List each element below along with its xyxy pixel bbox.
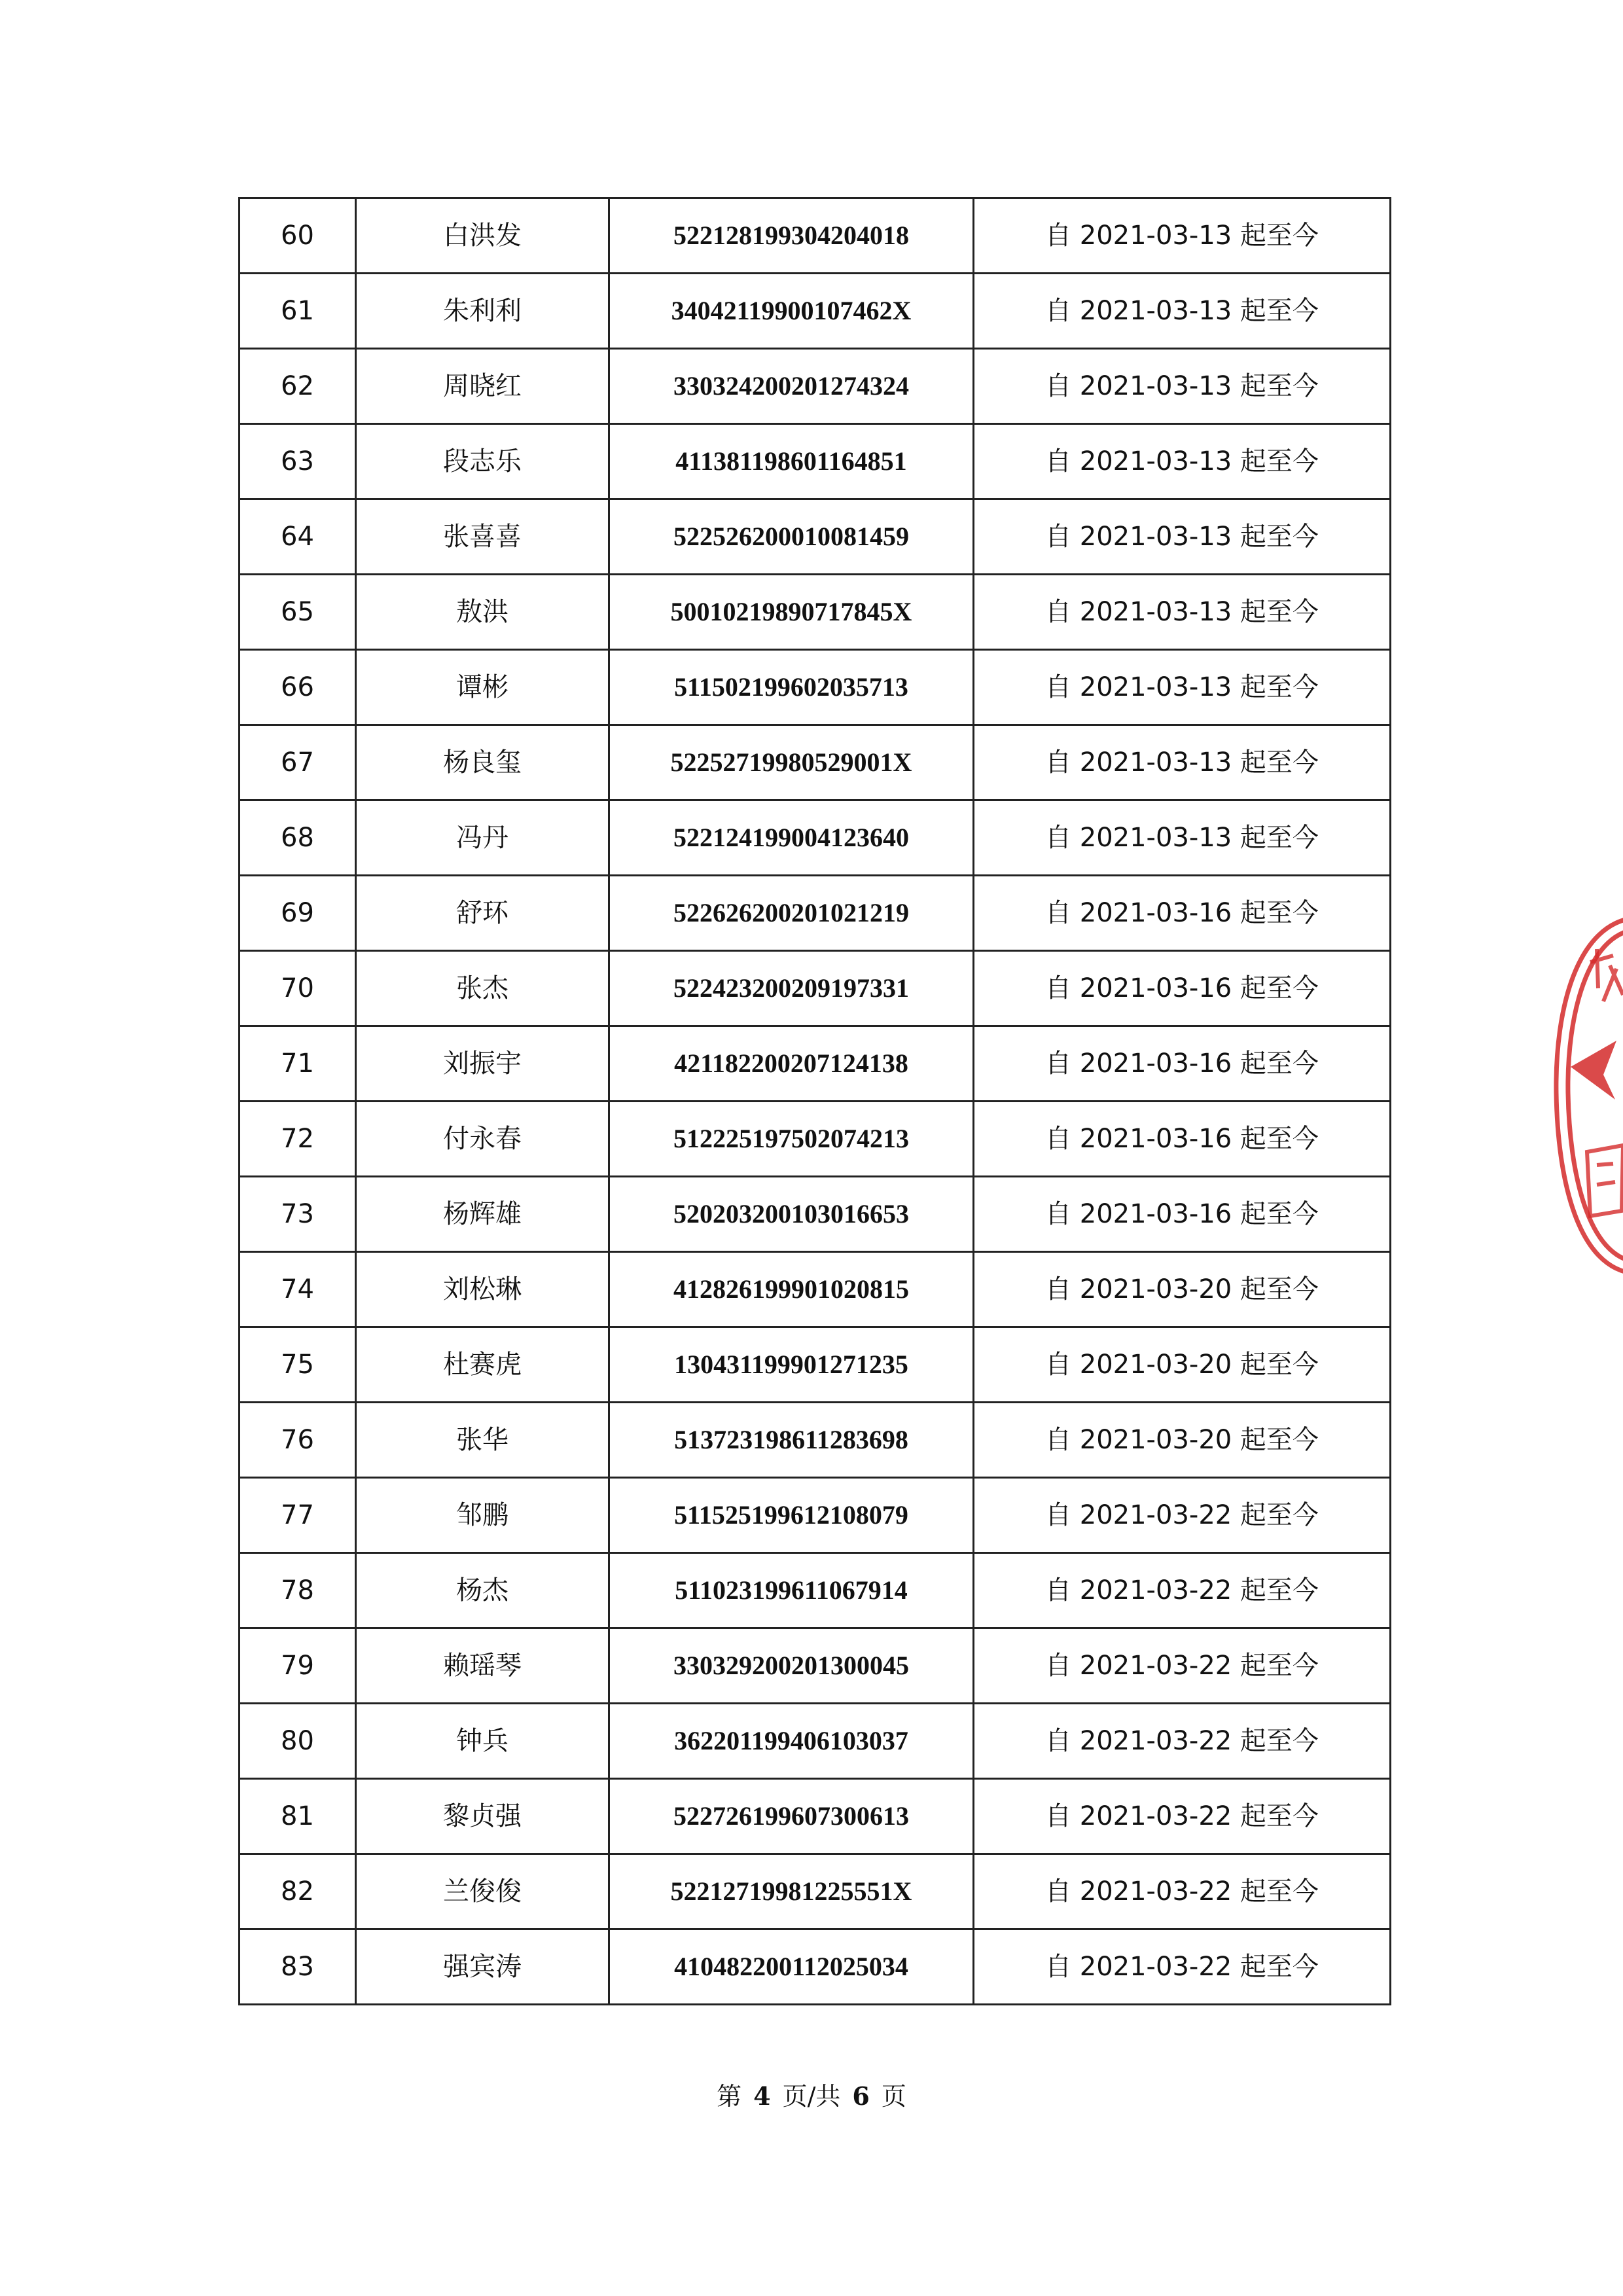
table-row xyxy=(240,876,1391,951)
id-number xyxy=(609,1026,974,1102)
id-number-text: 411381198601164851 xyxy=(675,446,907,476)
row-number xyxy=(240,1327,356,1403)
person-name xyxy=(356,575,609,650)
person-name-text: 刘振宇 xyxy=(443,1049,522,1079)
person-name xyxy=(356,499,609,575)
person-name xyxy=(356,1403,609,1478)
row-number-text: 82 xyxy=(281,1876,314,1907)
id-number-text: 522526200010081459 xyxy=(673,522,909,551)
id-number xyxy=(609,650,974,725)
table-row xyxy=(240,1102,1391,1177)
person-name-text: 舒环 xyxy=(456,898,508,928)
person-name-text: 张杰 xyxy=(456,973,508,1003)
table-row xyxy=(240,575,1391,650)
id-number xyxy=(609,1478,974,1553)
table-row xyxy=(240,1026,1391,1102)
person-name-text: 杨杰 xyxy=(456,1575,508,1605)
table-row xyxy=(240,1327,1391,1403)
person-name xyxy=(356,1854,609,1929)
id-number xyxy=(609,1327,974,1403)
official-seal-stamp xyxy=(1551,903,1623,1283)
id-number xyxy=(609,198,974,274)
id-number-text: 511023199611067914 xyxy=(675,1575,908,1605)
person-name xyxy=(356,1102,609,1177)
row-number-text: 60 xyxy=(281,221,314,251)
id-number xyxy=(609,1177,974,1252)
table-row xyxy=(240,1628,1391,1704)
employment-period-text: 自 2021-03-16 起至今 xyxy=(1045,1199,1319,1229)
id-number xyxy=(609,951,974,1026)
id-number xyxy=(609,1929,974,2005)
row-number xyxy=(240,1252,356,1327)
id-number xyxy=(609,575,974,650)
row-number-text: 77 xyxy=(281,1500,314,1530)
person-name xyxy=(356,349,609,424)
page-footer xyxy=(0,2076,1623,2112)
employment-period-text: 自 2021-03-20 起至今 xyxy=(1045,1425,1319,1455)
employment-period-text: 自 2021-03-22 起至今 xyxy=(1045,1726,1319,1756)
employment-period xyxy=(974,424,1391,499)
row-number xyxy=(240,1628,356,1704)
id-number-text: 513723198611283698 xyxy=(674,1425,908,1454)
employment-period xyxy=(974,650,1391,725)
person-name-text: 杨良玺 xyxy=(443,747,522,778)
person-name-text: 白洪发 xyxy=(443,221,522,251)
row-number xyxy=(240,575,356,650)
employment-period-text: 自 2021-03-16 起至今 xyxy=(1045,898,1319,928)
row-number xyxy=(240,800,356,876)
table-row xyxy=(240,424,1391,499)
person-name-text: 张华 xyxy=(456,1425,508,1455)
row-number xyxy=(240,1779,356,1854)
person-name-text: 段志乐 xyxy=(443,446,522,476)
employment-period-text: 自 2021-03-13 起至今 xyxy=(1045,522,1319,552)
employment-period xyxy=(974,499,1391,575)
id-number-text: 412826199901020815 xyxy=(673,1274,909,1304)
person-name xyxy=(356,1026,609,1102)
employment-period-text: 自 2021-03-16 起至今 xyxy=(1045,1049,1319,1079)
id-number-text: 330329200201300045 xyxy=(673,1651,909,1680)
row-number xyxy=(240,1102,356,1177)
id-number-text: 34042119900107462X xyxy=(671,296,912,325)
roster-body xyxy=(240,198,1391,2005)
employment-period-text: 自 2021-03-20 起至今 xyxy=(1045,1274,1319,1304)
id-number xyxy=(609,1403,974,1478)
employment-period-text: 自 2021-03-13 起至今 xyxy=(1045,823,1319,853)
row-number-text: 70 xyxy=(281,973,314,1003)
table-row xyxy=(240,1252,1391,1327)
person-name-text: 朱利利 xyxy=(443,296,522,326)
employment-period xyxy=(974,951,1391,1026)
row-number xyxy=(240,499,356,575)
person-name-text: 敖洪 xyxy=(456,597,508,627)
row-number xyxy=(240,1478,356,1553)
person-name-text: 钟兵 xyxy=(456,1726,508,1756)
employment-period xyxy=(974,1177,1391,1252)
employment-period xyxy=(974,1252,1391,1327)
person-name-text: 冯丹 xyxy=(456,823,508,853)
employment-period-text: 自 2021-03-13 起至今 xyxy=(1045,371,1319,401)
id-number xyxy=(609,1553,974,1628)
employment-period xyxy=(974,1026,1391,1102)
id-number-text: 522128199304204018 xyxy=(673,221,909,250)
employment-period xyxy=(974,1478,1391,1553)
table-row xyxy=(240,725,1391,800)
person-name-text: 付永春 xyxy=(443,1124,522,1154)
id-number xyxy=(609,876,974,951)
table-row xyxy=(240,951,1391,1026)
row-number-text: 80 xyxy=(281,1726,314,1756)
id-number-text: 512225197502074213 xyxy=(673,1124,909,1153)
employment-period xyxy=(974,1553,1391,1628)
person-name xyxy=(356,650,609,725)
employment-period-text: 自 2021-03-13 起至今 xyxy=(1045,672,1319,702)
person-name xyxy=(356,876,609,951)
row-number-text: 62 xyxy=(281,371,314,401)
row-number xyxy=(240,274,356,349)
employment-period-text: 自 2021-03-22 起至今 xyxy=(1045,1651,1319,1681)
row-number-text: 71 xyxy=(281,1049,314,1079)
roster-table xyxy=(238,197,1391,2005)
id-number-text: 522124199004123640 xyxy=(673,823,909,852)
employment-period-text: 自 2021-03-13 起至今 xyxy=(1045,446,1319,476)
id-number-text: 330324200201274324 xyxy=(673,371,909,401)
id-number xyxy=(609,1628,974,1704)
employment-period xyxy=(974,349,1391,424)
id-number-text: 520203200103016653 xyxy=(673,1199,909,1229)
person-name xyxy=(356,1327,609,1403)
employment-period-text: 自 2021-03-13 起至今 xyxy=(1045,296,1319,326)
row-number xyxy=(240,951,356,1026)
row-number-text: 65 xyxy=(281,597,314,627)
person-name xyxy=(356,1628,609,1704)
employment-period xyxy=(974,876,1391,951)
employment-period xyxy=(974,1403,1391,1478)
row-number-text: 74 xyxy=(281,1274,314,1304)
row-number-text: 81 xyxy=(281,1801,314,1831)
row-number xyxy=(240,198,356,274)
table-row xyxy=(240,800,1391,876)
row-number-text: 83 xyxy=(281,1952,314,1982)
id-number-text: 421182200207124138 xyxy=(674,1049,908,1078)
person-name-text: 赖瑶琴 xyxy=(443,1651,522,1681)
id-number xyxy=(609,1779,974,1854)
id-number-text: 362201199406103037 xyxy=(674,1726,908,1755)
id-number-text: 410482200112025034 xyxy=(674,1952,908,1981)
id-number-text: 52252719980529001X xyxy=(670,747,912,777)
id-number xyxy=(609,274,974,349)
employment-period-text: 自 2021-03-20 起至今 xyxy=(1045,1350,1319,1380)
table-row xyxy=(240,198,1391,274)
table-row xyxy=(240,1403,1391,1478)
row-number-text: 72 xyxy=(281,1124,314,1154)
row-number xyxy=(240,650,356,725)
id-number-text: 50010219890717845X xyxy=(670,597,912,626)
person-name xyxy=(356,424,609,499)
person-name xyxy=(356,1929,609,2005)
row-number-text: 79 xyxy=(281,1651,314,1681)
id-number-text: 511525199612108079 xyxy=(674,1500,908,1530)
row-number-text: 69 xyxy=(281,898,314,928)
row-number-text: 76 xyxy=(281,1425,314,1455)
row-number-text: 68 xyxy=(281,823,314,853)
row-number-text: 75 xyxy=(281,1350,314,1380)
id-number xyxy=(609,1102,974,1177)
person-name-text: 谭彬 xyxy=(456,672,508,702)
employment-period-text: 自 2021-03-16 起至今 xyxy=(1045,973,1319,1003)
employment-period-text: 自 2021-03-22 起至今 xyxy=(1045,1876,1319,1907)
person-name-text: 邹鹏 xyxy=(456,1500,508,1530)
id-number xyxy=(609,349,974,424)
row-number-text: 63 xyxy=(281,446,314,476)
table-row xyxy=(240,1553,1391,1628)
table-row xyxy=(240,650,1391,725)
employment-period xyxy=(974,1929,1391,2005)
person-name xyxy=(356,1704,609,1779)
person-name-text: 刘松琳 xyxy=(443,1274,522,1304)
row-number xyxy=(240,424,356,499)
person-name xyxy=(356,725,609,800)
row-number xyxy=(240,1929,356,2005)
person-name-text: 黎贞强 xyxy=(443,1801,522,1831)
table-row xyxy=(240,1177,1391,1252)
employment-period xyxy=(974,274,1391,349)
id-number xyxy=(609,800,974,876)
id-number-text: 522423200209197331 xyxy=(673,973,909,1003)
person-name xyxy=(356,1252,609,1327)
employment-period xyxy=(974,800,1391,876)
row-number xyxy=(240,1177,356,1252)
person-name xyxy=(356,1177,609,1252)
employment-period-text: 自 2021-03-22 起至今 xyxy=(1045,1500,1319,1530)
footer-current-page: 4 xyxy=(753,2081,771,2111)
row-number-text: 73 xyxy=(281,1199,314,1229)
row-number xyxy=(240,1026,356,1102)
person-name xyxy=(356,951,609,1026)
employment-period xyxy=(974,1327,1391,1403)
employment-period-text: 自 2021-03-22 起至今 xyxy=(1045,1575,1319,1605)
row-number xyxy=(240,1553,356,1628)
row-number xyxy=(240,876,356,951)
row-number-text: 66 xyxy=(281,672,314,702)
id-number-text: 511502199602035713 xyxy=(674,672,908,702)
id-number-text: 52212719981225551X xyxy=(670,1876,912,1906)
employment-period xyxy=(974,1779,1391,1854)
id-number xyxy=(609,424,974,499)
employment-period-text: 自 2021-03-13 起至今 xyxy=(1045,747,1319,778)
row-number-text: 61 xyxy=(281,296,314,326)
row-number-text: 78 xyxy=(281,1575,314,1605)
employment-period xyxy=(974,1102,1391,1177)
footer-prefix: 第 xyxy=(717,2082,742,2111)
person-name xyxy=(356,1779,609,1854)
row-number xyxy=(240,1854,356,1929)
employment-period xyxy=(974,575,1391,650)
id-number xyxy=(609,1704,974,1779)
row-number xyxy=(240,1704,356,1779)
employment-period xyxy=(974,1704,1391,1779)
employment-period xyxy=(974,1854,1391,1929)
employment-period-text: 自 2021-03-16 起至今 xyxy=(1045,1124,1319,1154)
person-name xyxy=(356,1553,609,1628)
table-row xyxy=(240,1478,1391,1553)
row-number xyxy=(240,725,356,800)
person-name xyxy=(356,198,609,274)
employment-period-text: 自 2021-03-22 起至今 xyxy=(1045,1952,1319,1982)
person-name-text: 杜赛虎 xyxy=(443,1350,522,1380)
id-number-text: 130431199901271235 xyxy=(674,1350,908,1379)
id-number xyxy=(609,499,974,575)
employment-period xyxy=(974,198,1391,274)
person-name-text: 强宾涛 xyxy=(443,1952,522,1982)
employment-period xyxy=(974,725,1391,800)
employment-period-text: 自 2021-03-13 起至今 xyxy=(1045,221,1319,251)
person-name-text: 周晓红 xyxy=(443,371,522,401)
employment-period-text: 自 2021-03-13 起至今 xyxy=(1045,597,1319,627)
table-row xyxy=(240,1929,1391,2005)
person-name xyxy=(356,800,609,876)
table-row xyxy=(240,349,1391,424)
row-number-text: 67 xyxy=(281,747,314,778)
footer-middle: 页/共 xyxy=(782,2082,841,2111)
person-name xyxy=(356,1478,609,1553)
table-row xyxy=(240,1779,1391,1854)
person-name-text: 杨辉雄 xyxy=(443,1199,522,1229)
table-row xyxy=(240,274,1391,349)
table-row xyxy=(240,499,1391,575)
employment-period xyxy=(974,1628,1391,1704)
row-number-text: 64 xyxy=(281,522,314,552)
person-name xyxy=(356,274,609,349)
table-row xyxy=(240,1704,1391,1779)
row-number xyxy=(240,1403,356,1478)
id-number xyxy=(609,725,974,800)
id-number-text: 522626200201021219 xyxy=(673,898,909,927)
id-number-text: 522726199607300613 xyxy=(673,1801,909,1831)
person-name-text: 兰俊俊 xyxy=(443,1876,522,1907)
person-name-text: 张喜喜 xyxy=(443,522,522,552)
id-number xyxy=(609,1854,974,1929)
table-row xyxy=(240,1854,1391,1929)
id-number xyxy=(609,1252,974,1327)
footer-total-pages: 6 xyxy=(852,2081,870,2111)
footer-suffix: 页 xyxy=(881,2082,906,2111)
row-number xyxy=(240,349,356,424)
employment-period-text: 自 2021-03-22 起至今 xyxy=(1045,1801,1319,1831)
